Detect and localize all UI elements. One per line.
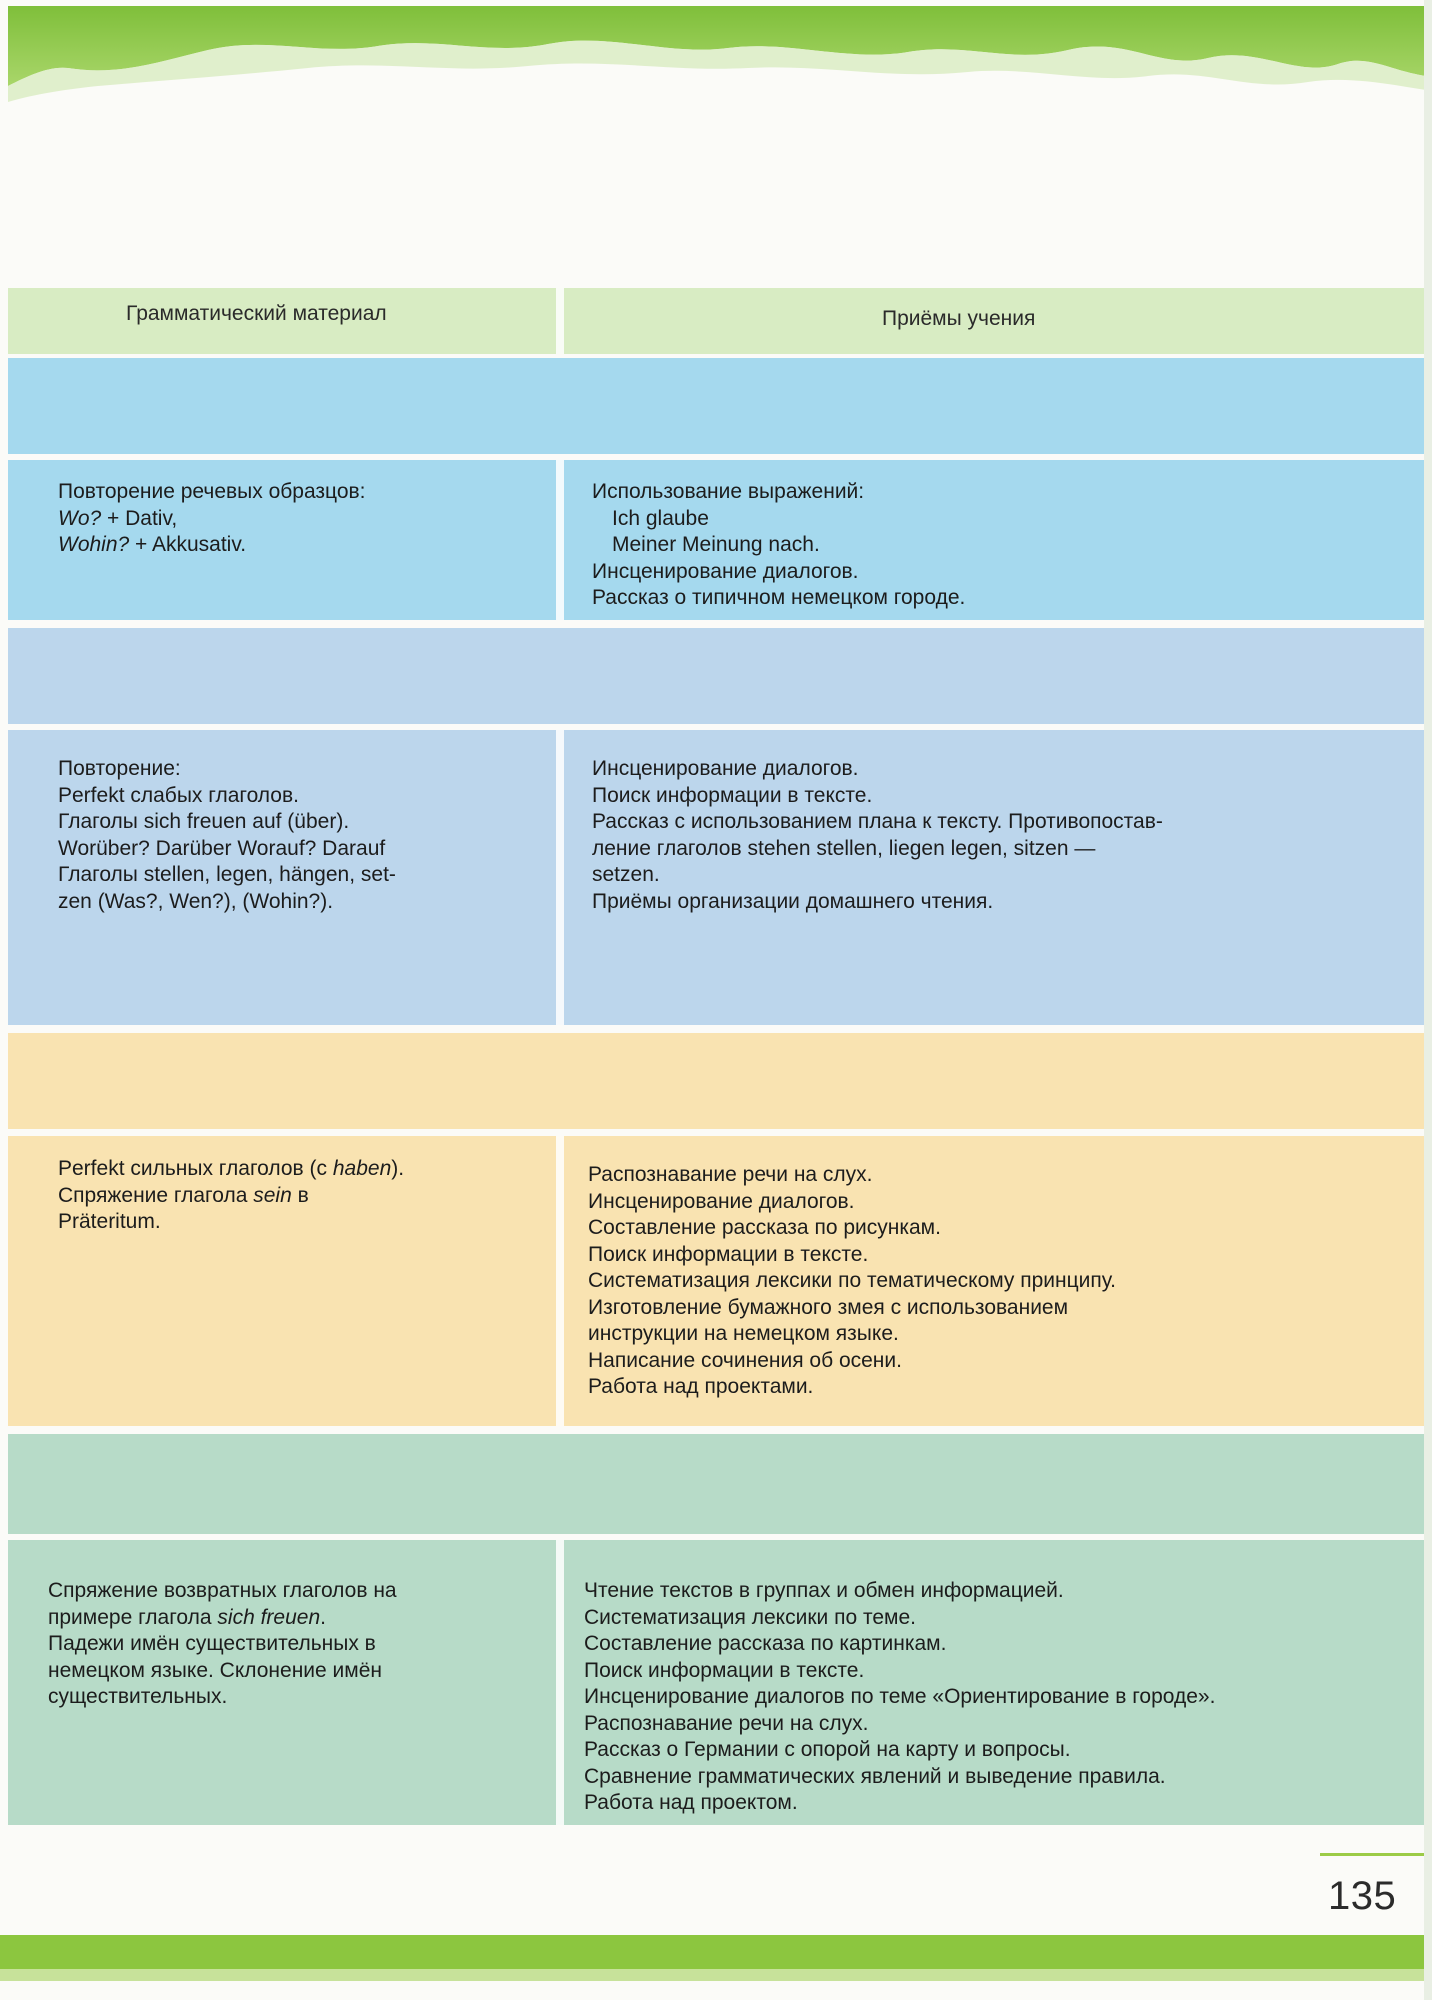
- text-line: Инсценирование диалогов.: [592, 559, 859, 583]
- text-line: Работа над проектами.: [588, 1375, 814, 1398]
- text-line: инструкции на немецком языке.: [588, 1322, 899, 1345]
- methods-cell: [564, 730, 1426, 1025]
- text-line: Инсценирование диалогов.: [588, 1189, 855, 1213]
- text-line: Повторение речевых образцов:: [58, 480, 366, 503]
- text-line: Ich glaube: [612, 506, 709, 530]
- methods-cell: [564, 1136, 1426, 1426]
- grammar-cell: [8, 1540, 556, 1825]
- grammar-cell: [8, 730, 556, 1025]
- text-line: Präteritum.: [58, 1210, 161, 1233]
- text-line: Падежи имён существительных в: [48, 1632, 376, 1655]
- methods-cell: [564, 460, 1426, 620]
- header-methods: Приёмы учения: [882, 307, 1036, 330]
- table-header-row: [8, 288, 1426, 354]
- bottom-green-bar: [0, 1935, 1432, 1969]
- page-number: 135: [1328, 1874, 1397, 1918]
- torn-paper-edge-graphic: [8, 6, 1426, 116]
- text-line: Рассказ о Германии с опорой на карту и вопросы.: [584, 1738, 1071, 1761]
- section-title-band: [8, 628, 1426, 724]
- page-edge: [1424, 0, 1432, 2000]
- top-green-banner: [8, 6, 1426, 116]
- text-line: Рассказ о типичном немецком городе.: [592, 586, 966, 609]
- text-line: Использование выражений:: [592, 480, 865, 503]
- text-line: Спряжение возвратных глаголов на: [48, 1579, 397, 1602]
- text-line: Поиск информации в тексте.: [588, 1242, 869, 1266]
- text-line: Поиск информации в тексте.: [592, 783, 873, 807]
- column-divider: [556, 1540, 564, 1825]
- table-row: [8, 1540, 1426, 1825]
- column-divider: [556, 288, 564, 354]
- text-line: немецком языке. Склонение имён: [48, 1658, 382, 1682]
- text-line: Wo? + Dativ,: [58, 506, 178, 530]
- section-title-band: [8, 1434, 1426, 1534]
- table-row: [8, 730, 1426, 1025]
- text-line: Повторение:: [58, 757, 181, 780]
- text-line: Составление рассказа по картинкам.: [584, 1632, 947, 1655]
- table-row: [8, 1136, 1426, 1426]
- text-line: Рассказ с использованием плана к тексту. Противопостав-: [592, 810, 1163, 833]
- text-line: Изготовление бумажного змея с использованием: [588, 1295, 1069, 1319]
- text-line: Распознавание речи на слух.: [584, 1711, 869, 1735]
- text-line: Систематизация лексики по тематическому принципу.: [588, 1269, 1116, 1292]
- text-line: Чтение текстов в группах и обмен информацией.: [584, 1579, 1064, 1602]
- text-line: Написание сочинения об осени.: [588, 1348, 902, 1372]
- text-line: Систематизация лексики по теме.: [584, 1605, 916, 1629]
- grammar-cell: [8, 460, 556, 620]
- section-title-band: [8, 1033, 1426, 1129]
- text-line: Сравнение грамматических явлений и выведение правила.: [584, 1764, 1166, 1788]
- column-divider: [556, 1136, 564, 1426]
- text-line: Meiner Meinung nach.: [612, 533, 820, 556]
- grammar-cell: [8, 1136, 556, 1426]
- header-grammar: Грамматический материал: [126, 302, 387, 325]
- text-line: Worüber? Darüber Worauf? Darauf: [58, 836, 386, 860]
- text-line: Инсценирование диалогов по теме «Ориентирование в городе».: [584, 1685, 1216, 1708]
- text-line: Wohin? + Akkusativ.: [58, 533, 247, 556]
- table-row: [8, 460, 1426, 620]
- text-line: примере глагола sich freuen.: [48, 1605, 326, 1629]
- column-divider: [556, 460, 564, 620]
- text-line: Глаголы sich freuen auf (über).: [58, 810, 350, 833]
- text-line: ление глаголов stehen stellen, liegen legen, sitzen —: [592, 836, 1096, 860]
- text-line: Инсценирование диалогов.: [592, 757, 859, 780]
- section-title-band: [8, 358, 1426, 454]
- text-line: zen (Was?, Wen?), (Wohin?).: [58, 889, 334, 913]
- page-number-rule: [1320, 1853, 1424, 1856]
- text-line: Perfekt сильных глаголов (с haben).: [58, 1157, 405, 1180]
- text-line: Приёмы организации домашнего чтения.: [592, 889, 994, 913]
- text-line: Работа над проектом.: [584, 1791, 798, 1814]
- text-line: Поиск информации в тексте.: [584, 1658, 865, 1682]
- text-line: Глаголы stellen, legen, hängen, set-: [58, 863, 396, 886]
- text-line: Составление рассказа по рисункам.: [588, 1216, 941, 1239]
- methods-cell: [564, 1540, 1426, 1825]
- bottom-light-bar: [0, 1969, 1432, 1981]
- text-line: существительных.: [48, 1685, 228, 1708]
- column-divider: [556, 730, 564, 1025]
- text-line: Perfekt слабых глаголов.: [58, 783, 299, 807]
- text-line: Спряжение глагола sein в: [58, 1183, 309, 1207]
- text-line: setzen.: [592, 863, 660, 886]
- text-line: Распознавание речи на слух.: [588, 1163, 873, 1186]
